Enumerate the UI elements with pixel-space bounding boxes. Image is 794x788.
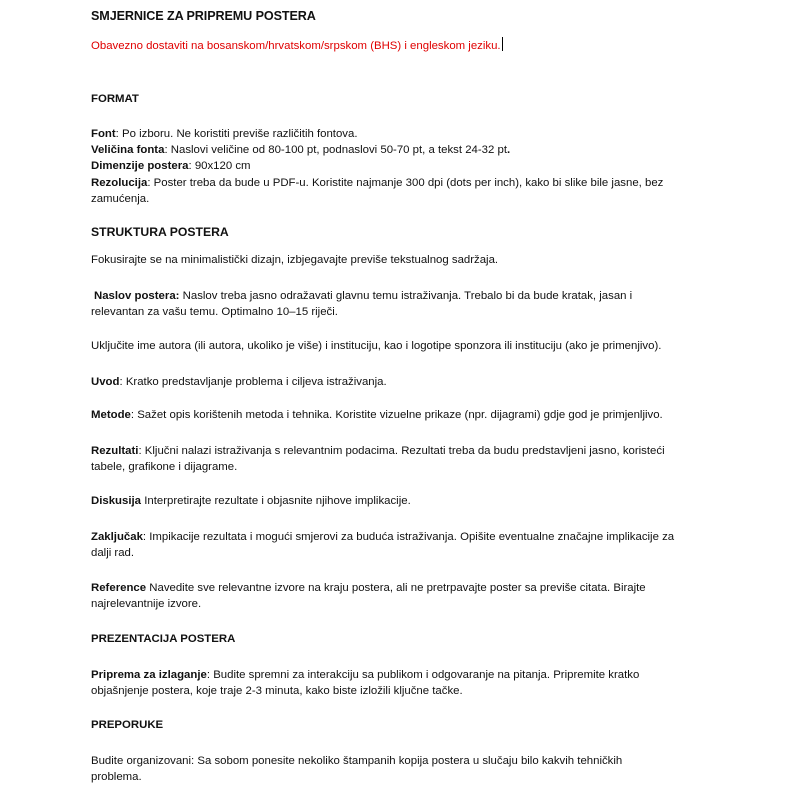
results-guideline-2: tabele, grafikone i dijagrame. xyxy=(91,461,238,473)
references-guideline-2: najrelevantnije izvore. xyxy=(91,598,202,610)
references-guideline: Reference Navedite sve relevantne izvore na kraju postera, ali ne pretrpavajte poster sa previše citata. Birajte xyxy=(91,582,646,594)
font-size-line: Veličina fonta: Naslovi veličine od 80-100 pt, podnaslovi 50-70 pt, a tekst 24-32 pt. xyxy=(91,144,511,156)
presentation-heading: PREZENTACIJA POSTERA xyxy=(91,633,236,645)
dimensions-line: Dimenzije postera: 90x120 cm xyxy=(91,160,251,172)
structure-intro: Fokusirajte se na minimalistički dizajn, izbjegavajte previše tekstualnog sadržaja. xyxy=(91,254,499,266)
title-guideline-2: relevantan za vašu temu. Optimalno 10–15 riječi. xyxy=(91,306,338,318)
discussion-guideline: Diskusija Interpretirajte rezultate i objasnite njihove implikacije. xyxy=(91,495,411,507)
document-title: SMJERNICE ZA PRIPREMU POSTERA xyxy=(91,9,316,23)
conclusion-guideline-2: dalji rad. xyxy=(91,547,135,559)
resolution-line-2: zamućenja. xyxy=(91,193,150,205)
methods-guideline: Metode: Sažet opis korištenih metoda i tehnika. Koristite vizuelne prikaze (npr. dijagrami) gdje god je primjenljivo. xyxy=(91,409,663,421)
authors-guideline: Uključite ime autora (ili autora, ukoliko je više) i instituciju, kao i logotipe sponzora ili instituciju (ako je primenjivo). xyxy=(91,340,662,352)
results-guideline: Rezultati: Ključni nalazi istraživanja s relevantnim podacima. Rezultati treba da budu predstavljeni jasno, koristeći xyxy=(91,445,665,457)
language-notice: Obavezno dostaviti na bosanskom/hrvatskom/srpskom (BHS) i engleskom jeziku. xyxy=(91,37,716,54)
font-line: Font: Po izboru. Ne koristiti previše različitih fontova. xyxy=(91,128,358,140)
structure-heading: STRUKTURA POSTERA xyxy=(91,225,229,239)
introduction-guideline: Uvod: Kratko predstavljanje problema i ciljeva istraživanja. xyxy=(91,376,387,388)
resolution-line: Rezolucija: Poster treba da bude u PDF-u. Koristite najmanje 300 dpi (dots per inch), kako bi slike bile jasne, bez xyxy=(91,177,664,189)
conclusion-guideline: Zaključak: Impikacije rezultata i mogući smjerovi za buduća istraživanja. Opišite eventualne značajne implikacije za xyxy=(91,531,675,543)
recommendations-text: Budite organizovani: Sa sobom ponesite nekoliko štampanih kopija postera u slučaju bilo kakvih tehničkih xyxy=(91,755,623,767)
recommendations-heading: PREPORUKE xyxy=(91,719,164,731)
title-guideline: Naslov postera: Naslov treba jasno odražavati glavnu temu istraživanja. Trebalo bi da bude kratak, jasan i xyxy=(94,290,633,302)
presentation-prep-2: objašnjenje postera, koje traje 2-3 minuta, kako biste izložili ključne tačke. xyxy=(91,685,463,697)
text-cursor xyxy=(502,37,503,51)
presentation-prep: Priprema za izlaganje: Budite spremni za interakciju sa publikom i odgovaranje na pitanja. Pripremite kratko xyxy=(91,669,640,681)
format-heading: FORMAT xyxy=(91,93,139,105)
recommendations-text-2: problema. xyxy=(91,771,142,783)
